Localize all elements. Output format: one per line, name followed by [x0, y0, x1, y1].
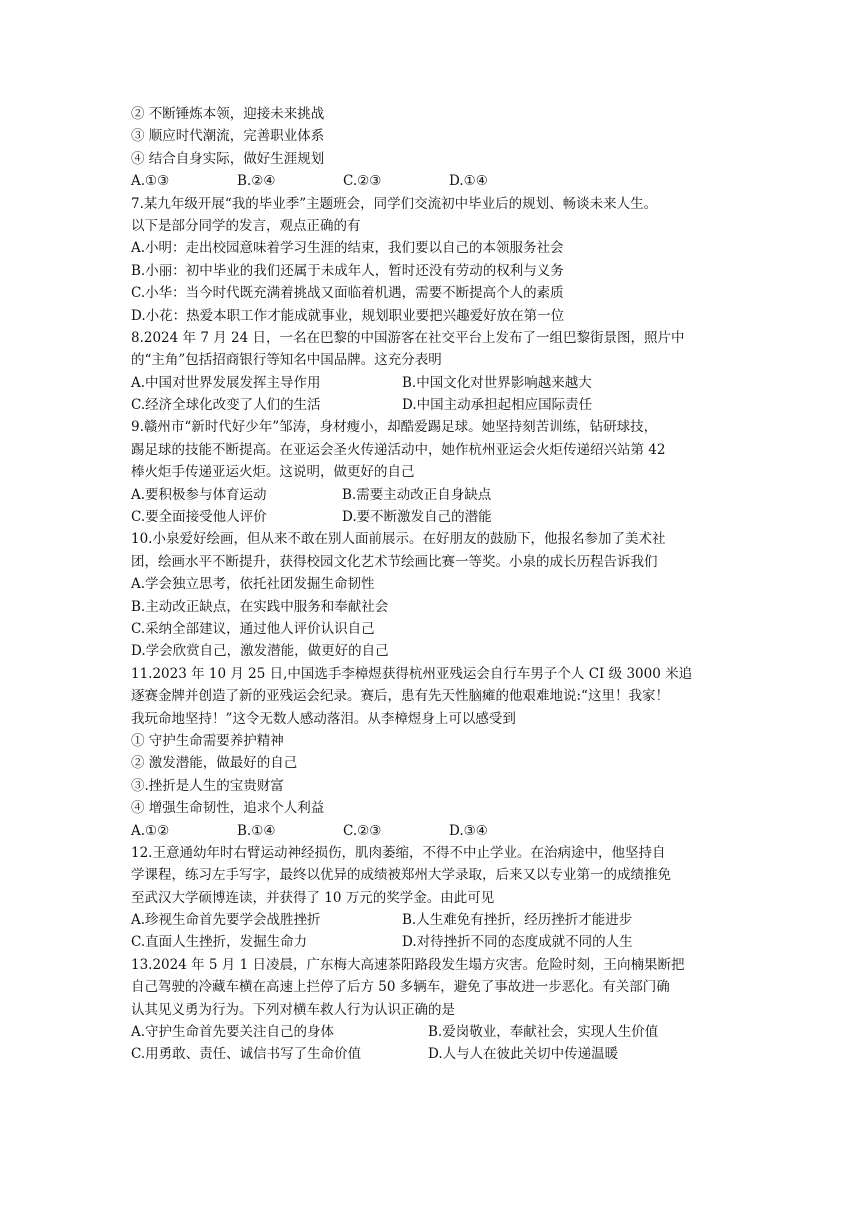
option-c: C.直面人生挫折，发掘生命力 — [131, 934, 308, 951]
question-stem: 9.赣州市“新时代好少年”邹涛，身材瘦小，却酷爱踢足球。她坚持刻苦训练，钻研球技， — [131, 419, 658, 436]
option-c: C.②③ — [343, 173, 382, 190]
answer-options — [131, 506, 831, 528]
question-stem: 学课程，练习左手写字，最终以优异的成绩被郑州大学录取，后来又以专业第一的成绩推免 — [131, 867, 671, 884]
option-a: A.①② — [131, 822, 170, 839]
question-12 — [131, 842, 831, 954]
option-c: C.②③ — [343, 822, 382, 839]
question-stem: 棒火炬手传递亚运火炬。这说明，做更好的自己 — [131, 464, 415, 481]
question-stem: 的“主角”包括招商银行等知名中国品牌。这充分表明 — [131, 352, 442, 369]
statement-item: ④ 增强生命韧性，追求个人利益 — [131, 800, 325, 817]
option-b: B.②④ — [237, 173, 276, 190]
question-list — [131, 103, 831, 1066]
question-6-tail — [131, 103, 831, 193]
option-c: C.采纳全部建议，通过他人评价认识自己 — [131, 620, 375, 637]
question-stem: 认其见义勇为行为。下列对横车救人行为认识正确的是 — [131, 1001, 455, 1018]
statement-item: ② 激发潜能，做最好的自己 — [131, 755, 298, 772]
question-13 — [131, 954, 831, 1066]
statement-item: ② 不断锤炼本领，迎接未来挑战 — [131, 106, 325, 122]
option-d: D.小花：热爱本职工作才能成就事业，规划职业要把兴趣爱好放在第一位 — [131, 307, 565, 324]
option-d: D.要不断激发自己的潜能 — [342, 509, 492, 526]
option-b: B.人生难免有挫折，经历挫折才能进步 — [402, 912, 633, 929]
statement-item: ④ 结合自身实际，做好生涯规划 — [131, 150, 325, 167]
statement-item: ③ 顺应时代潮流，完善职业体系 — [131, 128, 325, 145]
option-b: B.小丽：初中毕业的我们还属于未成年人，暂时还没有劳动的权利与义务 — [131, 262, 564, 279]
option-c: C.要全面接受他人评价 — [131, 509, 267, 526]
question-11 — [131, 663, 831, 842]
statement-item: ① 守护生命需要养护精神 — [131, 732, 284, 749]
question-stem: 7.某九年级开展“我的毕业季”主题班会，同学们交流初中毕业后的规划、畅谈未来人生。 — [131, 195, 658, 212]
option-d: D.③④ — [449, 822, 488, 839]
option-a: A.小明：走出校园意味着学习生涯的结束，我们要以自己的本领服务社会 — [131, 240, 564, 257]
option-b: B.爱岗敬业，奉献社会，实现人生价值 — [428, 1024, 659, 1041]
question-7 — [131, 193, 831, 327]
option-d: D.学会欣赏自己，激发潜能，做更好的自己 — [131, 643, 389, 660]
question-stem: 踢足球的技能不断提高。在亚运会圣火传递活动中，她作杭州亚运会火炬传递绍兴站第 42 — [131, 441, 666, 458]
option-a: A.要积极参与体育运动 — [131, 486, 267, 503]
answer-options — [131, 1043, 831, 1065]
answer-options — [131, 484, 831, 506]
option-c: C.经济全球化改变了人们的生活 — [131, 397, 321, 414]
option-d: D.中国主动承担起相应国际责任 — [402, 397, 593, 414]
option-a: A.学会独立思考，依托社团发掘生命韧性 — [131, 576, 375, 593]
question-stem: 12.王意通幼年时右臂运动神经损伤，肌肉萎缩，不得不中止学业。在治病途中，他坚持自 — [131, 844, 666, 861]
option-b: B.①④ — [237, 822, 276, 839]
answer-options — [131, 1021, 831, 1043]
question-stem: 至武汉大学硕博连读，并获得了 10 万元的奖学金。由此可见 — [131, 889, 495, 906]
statement-item: ③.挫折是人生的宝贵财富 — [131, 777, 284, 794]
question-10 — [131, 528, 831, 662]
answer-options — [131, 931, 831, 953]
question-9 — [131, 416, 831, 528]
answer-options — [131, 372, 831, 394]
question-stem: 以下是部分同学的发言，观点正确的有 — [131, 217, 361, 234]
option-b: B.主动改正缺点，在实践中服务和奉献社会 — [131, 598, 389, 615]
question-stem: 11.2023 年 10 月 25 日,中国选手李樟煜获得杭州亚残运会自行车男子个人 CI 级 3000 米追 — [131, 665, 693, 682]
answer-options — [131, 820, 831, 842]
option-c: C.用勇敢、责任、诚信书写了生命价值 — [131, 1046, 362, 1063]
question-stem: 我玩命地坚持！”这令无数人感动落泪。从李樟煜身上可以感受到 — [131, 710, 516, 727]
option-d: D.①④ — [449, 173, 488, 190]
option-b: B.中国文化对世界影响越来越大 — [402, 374, 592, 391]
question-stem: 团，绘画水平不断提升，获得校园文化艺术节绘画比赛一等奖。小泉的成长历程告诉我们 — [131, 553, 658, 570]
answer-options — [131, 394, 831, 416]
question-8 — [131, 327, 831, 417]
option-a: A.守护生命首先要关注自己的身体 — [131, 1024, 335, 1041]
option-a: A.①③ — [131, 173, 170, 190]
question-stem: 自己驾驶的冷藏车横在高速上拦停了后方 50 多辆车，避免了事故进一步恶化。有关部门确 — [131, 979, 670, 996]
question-stem: 10.小泉爱好绘画，但从来不敢在别人面前展示。在好朋友的鼓励下，他报名参加了美术社 — [131, 531, 666, 548]
option-d: D.对待挫折不同的态度成就不同的人生 — [402, 934, 633, 951]
answer-options — [131, 909, 831, 931]
option-a: A.中国对世界发展发挥主导作用 — [131, 374, 321, 391]
question-stem: 13.2024 年 5 月 1 日凌晨，广东梅大高速茶阳路段发生塌方灾害。危险时刻，王向楠果断把 — [131, 956, 685, 973]
answer-options — [131, 170, 831, 192]
question-stem: 8.2024 年 7 月 24 日，一名在巴黎的中国游客在社交平台上发布了一组巴黎街景图，照片中 — [131, 329, 685, 346]
question-stem: 逐赛金牌并创造了新的亚残运会纪录。赛后，患有先天性脑瘫的他艰难地说:“这里！我家！ — [131, 688, 669, 705]
option-c: C.小华：当今时代既充满着挑战又面临着机遇，需要不断提高个人的素质 — [131, 285, 564, 302]
option-b: B.需要主动改正自身缺点 — [342, 486, 492, 503]
option-d: D.人与人在彼此关切中传递温暖 — [428, 1046, 619, 1063]
option-a: A.珍视生命首先要学会战胜挫折 — [131, 912, 321, 929]
